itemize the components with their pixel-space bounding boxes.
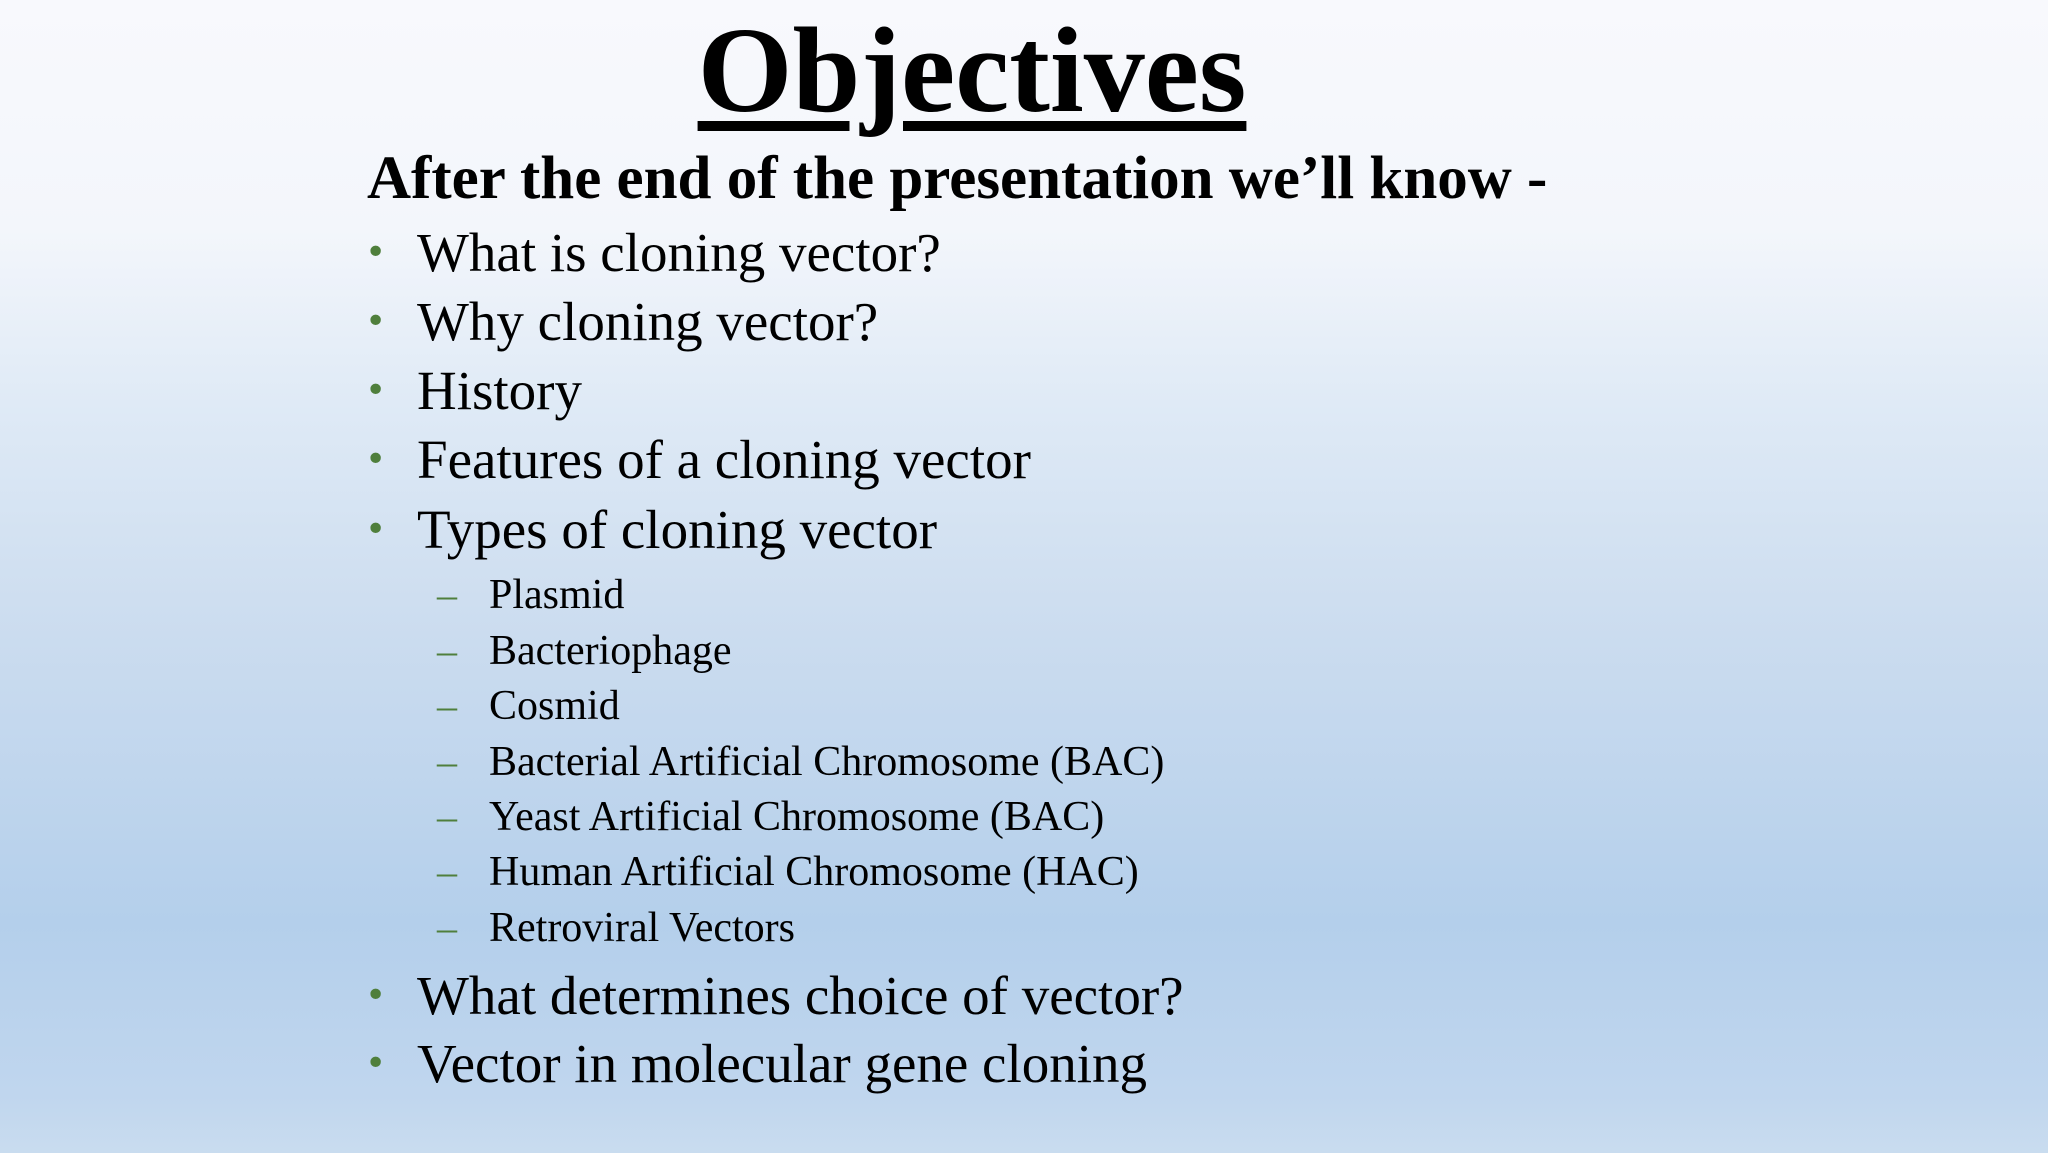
sub-list-item-text: Plasmid xyxy=(489,572,625,618)
bullet-marker: • xyxy=(365,439,387,480)
slide-subtitle: After the end of the presentation we’ll know - xyxy=(367,145,1548,212)
sub-list-item-text: Cosmid xyxy=(489,683,620,729)
list-item-text: What is cloning vector? xyxy=(417,222,941,283)
sub-list-item-text: Human Artificial Chromosome (HAC) xyxy=(489,849,1139,895)
list-item-text: What determines choice of vector? xyxy=(417,965,1184,1026)
sub-list-item-text: Yeast Artificial Chromosome (BAC) xyxy=(489,794,1105,840)
bullet-marker: • xyxy=(365,301,387,342)
dash-marker: – xyxy=(437,739,457,784)
bullet-marker: • xyxy=(365,232,387,273)
dash-marker: – xyxy=(437,628,457,673)
list-item-text: Why cloning vector? xyxy=(417,291,879,352)
sub-list-item-text: Bacteriophage xyxy=(489,628,732,674)
dash-marker: – xyxy=(437,683,457,728)
sub-list-item-text: Bacterial Artificial Chromosome (BAC) xyxy=(489,739,1165,785)
bullet-marker: • xyxy=(365,370,387,411)
list-item-text: History xyxy=(417,360,582,421)
list-item-text: Vector in molecular gene cloning xyxy=(417,1033,1148,1094)
dash-marker: – xyxy=(437,572,457,617)
sub-list-item-text: Retroviral Vectors xyxy=(489,905,795,951)
dash-marker: – xyxy=(437,905,457,950)
list-item-text: Features of a cloning vector xyxy=(417,429,1031,490)
list-item-text: Types of cloning vector xyxy=(417,499,938,560)
slide-title: Objectives xyxy=(697,3,1247,138)
dash-marker: – xyxy=(437,794,457,839)
bullet-marker: • xyxy=(365,509,387,550)
bullet-marker: • xyxy=(365,1043,387,1084)
bullet-marker: • xyxy=(365,975,387,1016)
dash-marker: – xyxy=(437,849,457,894)
